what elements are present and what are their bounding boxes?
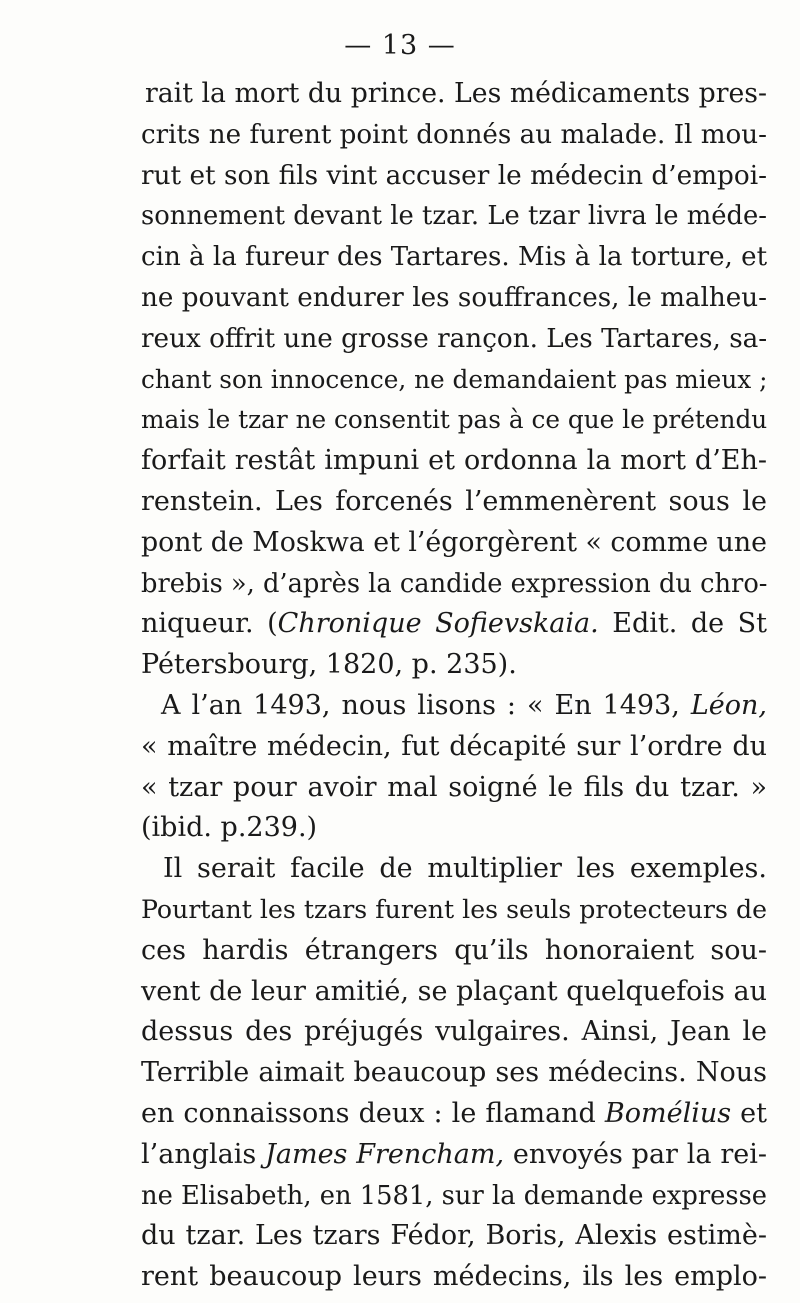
- text-run: en connaissons deux : le flamand: [141, 1097, 605, 1129]
- text-line: Pourtant les tzars furent les seuls protecteurs de: [141, 894, 767, 924]
- page-number: — 13 —: [344, 30, 456, 61]
- text-line: pont de Moskwa et l’égorgèrent « comme une: [141, 526, 768, 558]
- text-line: crits ne furent point donnés au malade. Il mou-: [141, 119, 767, 150]
- text-line: mais le tzar ne consentit pas à ce que le prétendu: [141, 405, 768, 435]
- text-line: rait la mort du prince. Les médicaments pres-: [145, 78, 767, 109]
- text-line: sonnement devant le tzar. Le tzar livra le méde-: [141, 201, 767, 232]
- text-line: rent beaucoup leurs médecins, ils les emplo-: [141, 1261, 767, 1293]
- text-line: [141, 1094, 767, 1135]
- text-line: ces hardis étrangers qu’ils honoraient sou-: [141, 934, 767, 966]
- text-line: ne Elisabeth, en 1581, sur la demande expresse: [141, 1180, 767, 1211]
- text-line: du tzar. Les tzars Fédor, Boris, Alexis estimè-: [141, 1220, 767, 1252]
- text-line: cin à la fureur des Tartares. Mis à la torture, et: [141, 242, 768, 273]
- text-run: Edit. de St: [598, 608, 767, 640]
- text-line: brebis », d’après la candide expression du chro-: [141, 568, 768, 599]
- person-name: James Frencham,: [265, 1138, 505, 1170]
- chronicle-title: Chronique Sofievskaia.: [277, 608, 599, 640]
- text-line: rut et son fils vint accuser le médecin d’empoi-: [141, 160, 767, 191]
- text-line-paragraph-start: Il serait facile de multiplier les exemples.: [163, 853, 767, 885]
- text-line: forfait restât impuni et ordonna la mort d’Eh-: [141, 445, 767, 477]
- text-line: renstein. Les forcenés l’emmenèrent sous le: [141, 485, 767, 517]
- text-line: dessus des préjugés vulgaires. Ainsi, Jean le: [141, 1016, 767, 1048]
- text-line: ne pouvant endurer les souffrances, le malheu-: [141, 282, 767, 313]
- person-name: Bomélius: [604, 1097, 732, 1129]
- text-line: « maître médecin, fut décapité sur l’ordre du: [141, 730, 767, 762]
- text-line: chant son innocence, ne demandaient pas mieux ;: [141, 364, 768, 394]
- text-line: [141, 1135, 767, 1176]
- text-line: (ibid. p.239.): [141, 812, 318, 844]
- text-line: « tzar pour avoir mal soigné le fils du tzar. »: [141, 771, 767, 803]
- text-run: l’anglais: [141, 1138, 266, 1170]
- text-run: et: [731, 1097, 767, 1129]
- text-run: A l’an 1493, nous lisons : « En 1493,: [161, 689, 691, 721]
- person-name: Léon,: [690, 689, 767, 721]
- text-run: niqueur. (: [141, 608, 278, 640]
- text-line: Terrible aimait beaucoup ses médecins. Nous: [141, 1057, 767, 1089]
- text-run: envoyés par la rei-: [504, 1138, 767, 1170]
- text-line: vent de leur amitié, se plaçant quelquefois au: [141, 975, 767, 1007]
- text-line: Pétersbourg, 1820, p. 235).: [141, 649, 517, 681]
- text-line-paragraph-start: [141, 686, 767, 727]
- text-line: reux offrit une grosse rançon. Les Tartares, sa-: [141, 323, 768, 354]
- body-text: [141, 74, 767, 1298]
- text-line-citation: [141, 604, 767, 645]
